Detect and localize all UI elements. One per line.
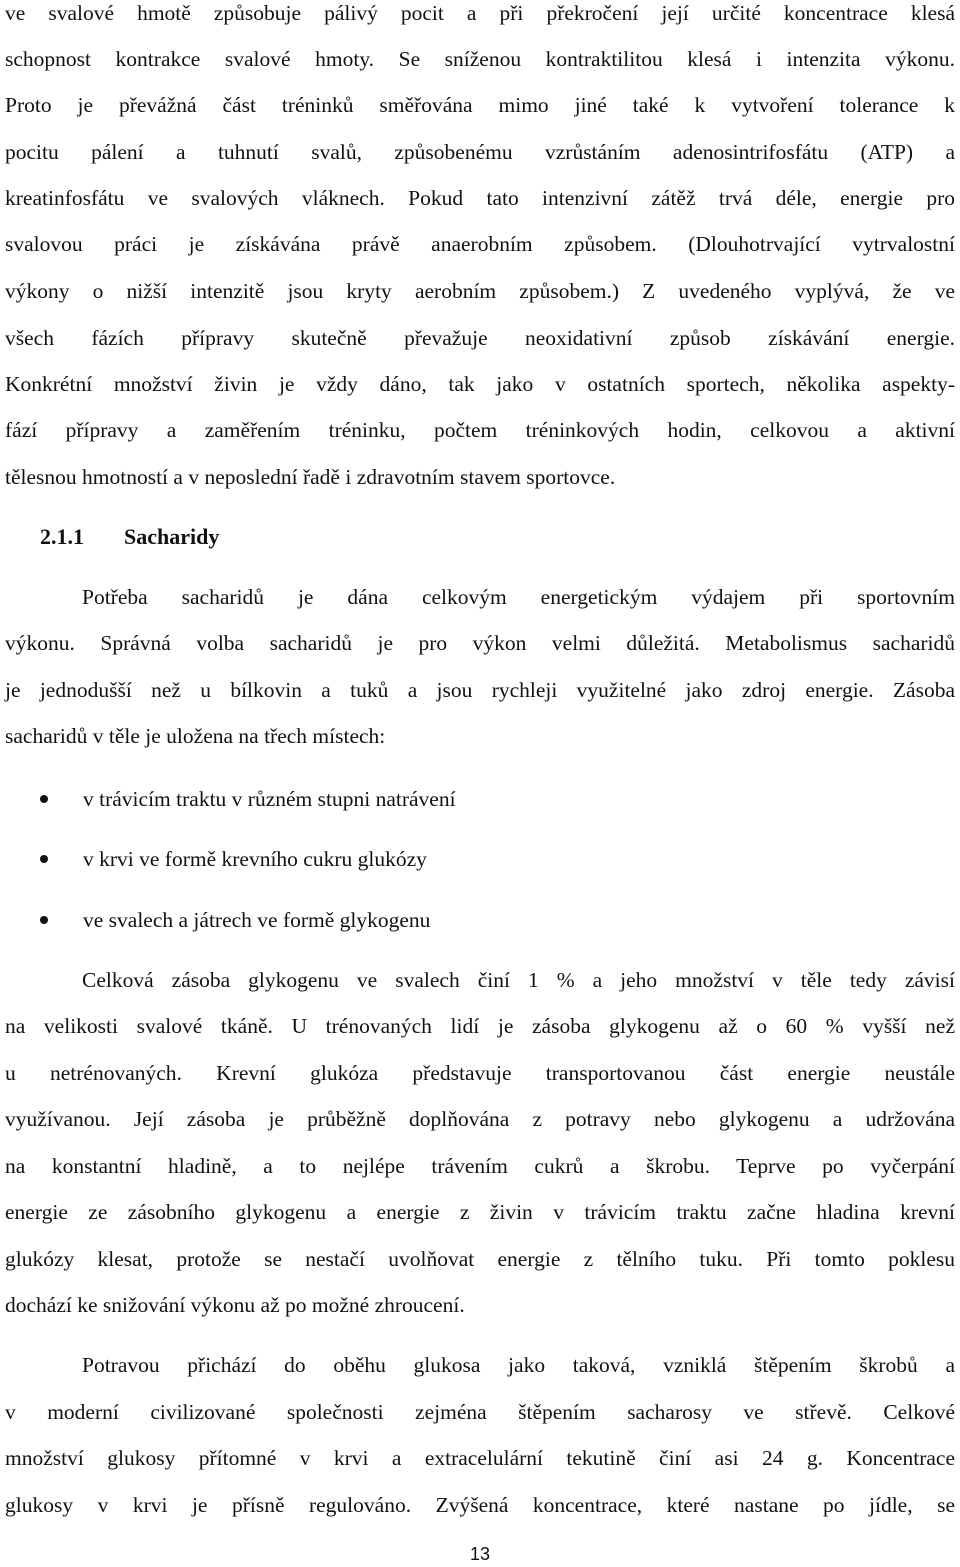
text-line: sacharidů v těle je uložena na třech místech: <box>5 724 386 748</box>
text-line: glukózy klesat, protože se nestačí uvolňovat energie z tělního tuku. Při tomto poklesu <box>5 1247 955 1271</box>
text-line: tělesnou hmotností a v neposlední řadě i zdravotním stavem sportovce. <box>5 465 616 489</box>
list-item <box>0 786 960 812</box>
text-line: glukosy v krvi je přísně regulováno. Zvýšená koncentrace, které nastane po jídle, se <box>5 1493 955 1517</box>
text-line: výkony o nižší intenzitě jsou kryty aerobním způsobem.) Z uvedeného vyplývá, že ve <box>5 279 955 303</box>
text-line: všech fázích přípravy skutečně převažuje neoxidativní způsob získávání energie. <box>5 326 955 350</box>
text-line: využívanou. Její zásoba je průběžně doplňována z potravy nebo glykogenu a udržována <box>5 1107 955 1131</box>
text-line: energie ze zásobního glykogenu a energie z živin v trávicím traktu začne hladina krevní <box>5 1200 955 1224</box>
text-line: Proto je převážná část tréninků směřována mimo jiné také k vytvoření tolerance k <box>5 93 955 117</box>
text-line: v moderní civilizované společnosti zejména štěpením sacharosy ve střevě. Celkové <box>5 1400 955 1424</box>
section-number: 2.1.1 <box>40 524 84 549</box>
text-line: fází přípravy a zaměřením tréninku, počtem tréninkových hodin, celkovou a aktivní <box>5 418 955 442</box>
bullet-icon <box>40 916 48 924</box>
text-line: množství glukosy přítomné v krvi a extracelulární tekutině činí asi 24 g. Koncentrace <box>5 1446 955 1470</box>
text-line: schopnost kontrakce svalové hmoty. Se sníženou kontraktilitou klesá i intenzita výkonu. <box>5 47 955 71</box>
text-line: dochází ke snižování výkonu až po možné zhroucení. <box>5 1293 465 1317</box>
text-line: je jednodušší než u bílkovin a tuků a jsou rychleji využitelné jako zdroj energie. Zásoba <box>5 678 955 702</box>
text-line: pocitu pálení a tuhnutí svalů, způsobenému vzrůstáním adenosintrifosfátu (ATP) a <box>5 140 955 164</box>
list-item-text: ve svalech a játrech ve formě glykogenu <box>83 908 431 932</box>
text-line: Celková zásoba glykogenu ve svalech činí 1 % a jeho množství v těle tedy závisí <box>82 968 955 992</box>
text-line: ve svalové hmotě způsobuje pálivý pocit a při překročení její určité koncentrace klesá <box>5 1 955 25</box>
text-line: výkonu. Správná volba sacharidů je pro výkon velmi důležitá. Metabolismus sacharidů <box>5 631 955 655</box>
text-line: svalovou práci je získávána právě anaerobním způsobem. (Dlouhotrvající vytrvalostní <box>5 232 955 256</box>
list-item-text: v trávicím traktu v různém stupni natrávení <box>83 787 456 811</box>
bullet-icon <box>40 795 48 803</box>
bullet-icon <box>40 855 48 863</box>
list-item <box>0 907 960 933</box>
text-line: Konkrétní množství živin je vždy dáno, tak jako v ostatních sportech, několika aspekty- <box>5 372 955 396</box>
text-line: na konstantní hladině, a to nejlépe trávením cukrů a škrobu. Teprve po vyčerpání <box>5 1154 955 1178</box>
text-line: u netrénovaných. Krevní glukóza představuje transportovanou část energie neustále <box>5 1061 955 1085</box>
list-item-text: v krvi ve formě krevního cukru glukózy <box>83 847 427 871</box>
section-title: Sacharidy <box>124 524 220 549</box>
section-heading <box>40 523 219 551</box>
text-line: na velikosti svalové tkáně. U trénovaných lidí je zásoba glykogenu až o 60 % vyšší než <box>5 1014 955 1038</box>
text-line: kreatinfosfátu ve svalových vláknech. Pokud tato intenzivní zátěž trvá déle, energie pro <box>5 186 955 210</box>
text-line: Potravou přichází do oběhu glukosa jako taková, vzniklá štěpením škrobů a <box>82 1353 955 1377</box>
text-line: Potřeba sacharidů je dána celkovým energetickým výdajem při sportovním <box>82 585 955 609</box>
list-item <box>0 846 960 872</box>
page-number: 13 <box>469 1544 491 1564</box>
